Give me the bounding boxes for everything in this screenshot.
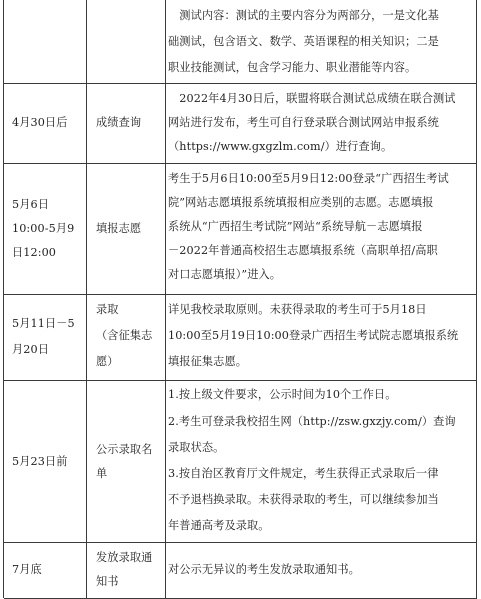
content-line: 对口志愿填报）”进入。: [168, 268, 282, 281]
item-line: 成绩查询: [96, 116, 142, 129]
table-row: [4, 0, 477, 84]
item-line: 知书: [96, 575, 119, 588]
date-cell: [4, 164, 87, 295]
date-line: 日12:00: [12, 246, 57, 259]
content-line: 不予退档换录取。未获得录取的考生，可以继续参加当: [168, 493, 439, 506]
date-line: 5月6日: [12, 198, 50, 211]
content-cell: [166, 164, 477, 295]
content-line: 录取状态。: [168, 441, 225, 454]
content-cell: [166, 84, 477, 164]
content-line: 对公示无异议的考生发放录取通知书。: [168, 563, 360, 576]
item-line: 单: [96, 467, 108, 480]
content-line: 测试内容：测试的主要内容分为两部分，一是文化基: [168, 9, 439, 22]
content-line: 2.考生可登录我校招生网（http://zsw.gxzjy.com/）查询: [168, 415, 456, 428]
item-line: 录取: [96, 303, 119, 316]
content-cell: [166, 0, 477, 84]
date-cell: [4, 84, 87, 164]
item-line: （含征集志: [96, 329, 153, 342]
content-line: 1.按上级文件要求，公示时间为10个工作日。: [168, 388, 397, 401]
date-line: 4月30日后: [12, 116, 68, 129]
content-line: 2022年4月30日后，联盟将联合测试总成绩在联合测试: [168, 92, 456, 105]
date-cell: [4, 0, 87, 84]
date-line: 月20日: [12, 343, 50, 356]
table-row: [4, 543, 477, 599]
date-cell: [4, 543, 87, 599]
date-line: 7月底: [12, 563, 42, 576]
content-cell: [166, 295, 477, 381]
table-row: [4, 295, 477, 381]
content-line: 职业技能测试，包含学习能力、职业潜能等内容。: [168, 61, 417, 74]
table-row: [4, 164, 477, 295]
content-line: 年普通高考及录取。: [168, 519, 270, 532]
item-cell: [87, 0, 166, 84]
content-line: 填报征集志愿。: [168, 355, 248, 368]
item-line: 填报志愿: [96, 222, 142, 235]
item-cell: [87, 543, 166, 599]
content-line: 网站进行发布，考生可自行登录联合测试网站申报系统: [168, 116, 439, 129]
item-line: 公示录取名: [96, 443, 153, 456]
schedule-table: [3, 0, 477, 598]
table-row: [4, 84, 477, 164]
content-line: 考生于5月6日10:00至5月9日12:00登录“广西招生考试: [168, 172, 449, 185]
item-cell: [87, 164, 166, 295]
item-line: 愿）: [96, 355, 119, 368]
table-row: [4, 381, 477, 543]
date-cell: [4, 295, 87, 381]
content-cell: [166, 543, 477, 599]
date-line: 10:00-5月9: [12, 222, 75, 235]
item-cell: [87, 84, 166, 164]
item-cell: [87, 381, 166, 543]
content-line: 系统从“广西招生考试院”网站“系统导航－志愿填报: [168, 220, 423, 233]
content-line: －2022年普通高校招生志愿填报系统（高职单招/高职: [168, 244, 438, 257]
date-line: 5月11日－5: [12, 317, 75, 330]
content-line: 10:00至5月19日10:00登录广西招生考试院志愿填报系统: [168, 329, 459, 342]
content-line: （https://www.gxgzlm.com/）进行查询。: [168, 140, 393, 153]
date-cell: [4, 381, 87, 543]
content-cell: [166, 381, 477, 543]
content-line: 院”网站志愿填报系统填报相应类别的志愿。志愿填报: [168, 196, 434, 209]
content-line: 3.按自治区教育厅文件规定，考生获得正式录取后一律: [168, 467, 439, 480]
item-cell: [87, 295, 166, 381]
content-line: 础测试，包含语文、数学、英语课程的相关知识；二是: [168, 35, 439, 48]
date-line: 5月23日前: [12, 455, 68, 468]
content-line: 详见我校录取原则。未获得录取的考生可于5月18日: [168, 303, 427, 316]
item-line: 发放录取通: [96, 551, 153, 564]
